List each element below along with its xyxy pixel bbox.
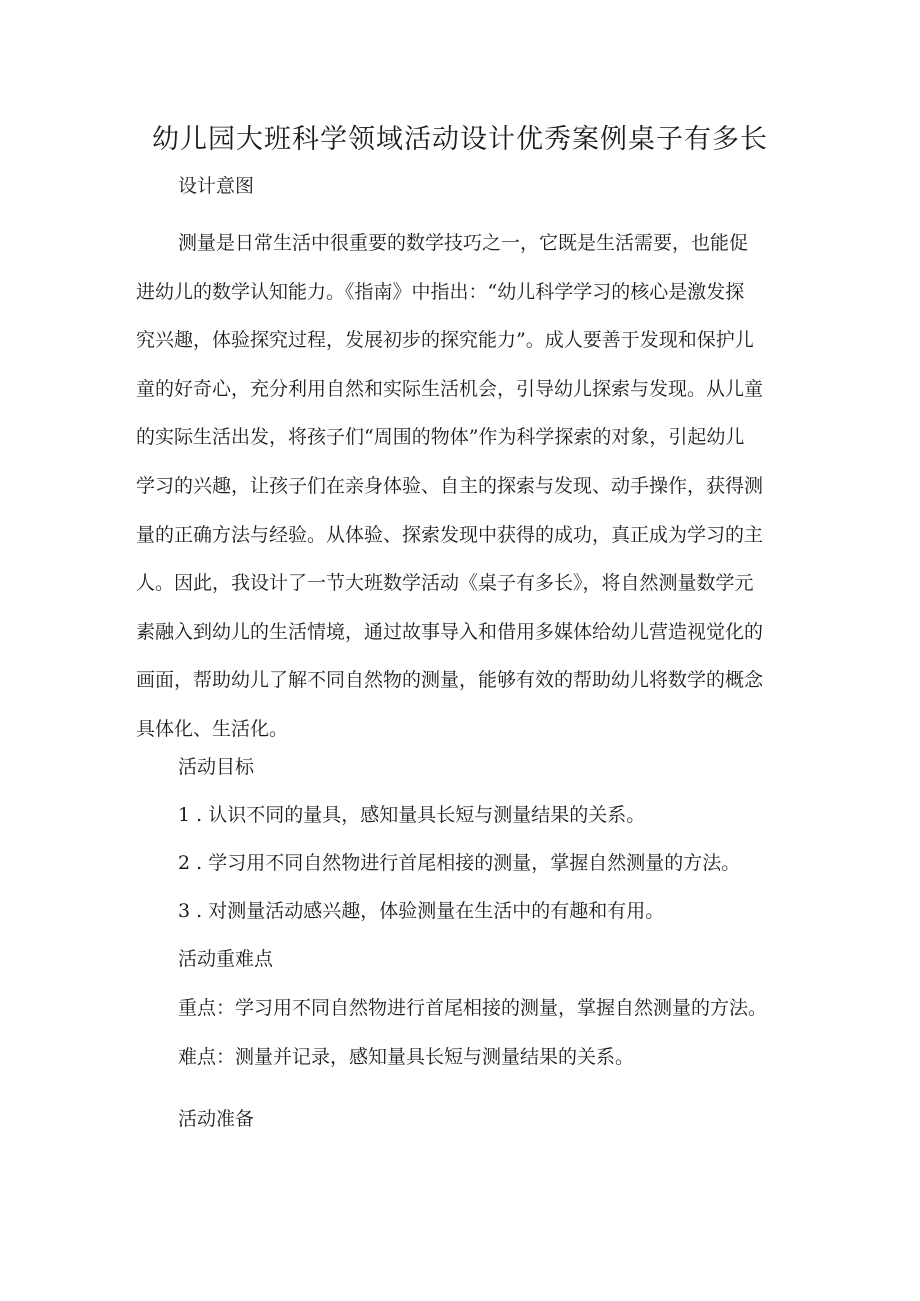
goal-item-3: 3 . 对测量活动感兴趣，体验测量在生活中的有趣和有用。	[178, 900, 665, 922]
goal-item-2: 2 . 学习用不同自然物进行首尾相接的测量，掌握自然测量的方法。	[178, 852, 741, 874]
paragraph-line: 童的好奇心，充分利用自然和实际生活机会，引导幼儿探索与发现。从儿童	[136, 377, 764, 400]
design-paragraph	[136, 219, 796, 754]
document-title: 幼儿园大班科学领域活动设计优秀案例桌子有多长	[152, 124, 768, 155]
goal-item-1: 1 . 认识不同的量具，感知量具长短与测量结果的关系。	[178, 804, 646, 826]
paragraph-line: 测量是日常生活中很重要的数学技巧之一，它既是生活需要，也能促	[178, 232, 749, 254]
paragraph-line: 进幼儿的数学认知能力。《指南》中指出：“幼儿科学学习的核心是激发探	[136, 280, 745, 303]
paragraph-line: 具体化、生活化。	[136, 717, 289, 740]
difficult-point: 难点：测量并记录，感知量具长短与测量结果的关系。	[178, 1046, 635, 1068]
section-heading-preparation: 活动准备	[178, 1108, 255, 1130]
paragraph-line: 学习的兴趣，让孩子们在亲身体验、自主的探索与发现、动手操作，获得测	[136, 474, 764, 497]
paragraph-line: 量的正确方法与经验。从体验、探索发现中获得的成功，真正成为学习的主	[136, 523, 764, 546]
section-heading-goals: 活动目标	[178, 756, 255, 778]
paragraph-line: 的实际生活出发，将孩子们“周围的物体”作为科学探索的对象，引起幼儿	[136, 426, 745, 449]
paragraph-line: 素融入到幼儿的生活情境，通过故事导入和借用多媒体给幼儿营造视觉化的	[136, 620, 764, 643]
section-heading-design: 设计意图	[178, 175, 255, 197]
paragraph-line: 究兴趣，体验探究过程，发展初步的探究能力”。成人要善于发现和保护儿	[136, 329, 754, 352]
paragraph-line: 人。因此，我设计了一节大班数学活动《桌子有多长》，将自然测量数学元	[136, 572, 754, 595]
section-heading-key-points: 活动重难点	[178, 948, 274, 970]
paragraph-line: 画面，帮助幼儿了解不同自然物的测量，能够有效的帮助幼儿将数学的概念	[136, 669, 764, 692]
key-point: 重点：学习用不同自然物进行首尾相接的测量，掌握自然测量的方法。	[178, 997, 768, 1019]
